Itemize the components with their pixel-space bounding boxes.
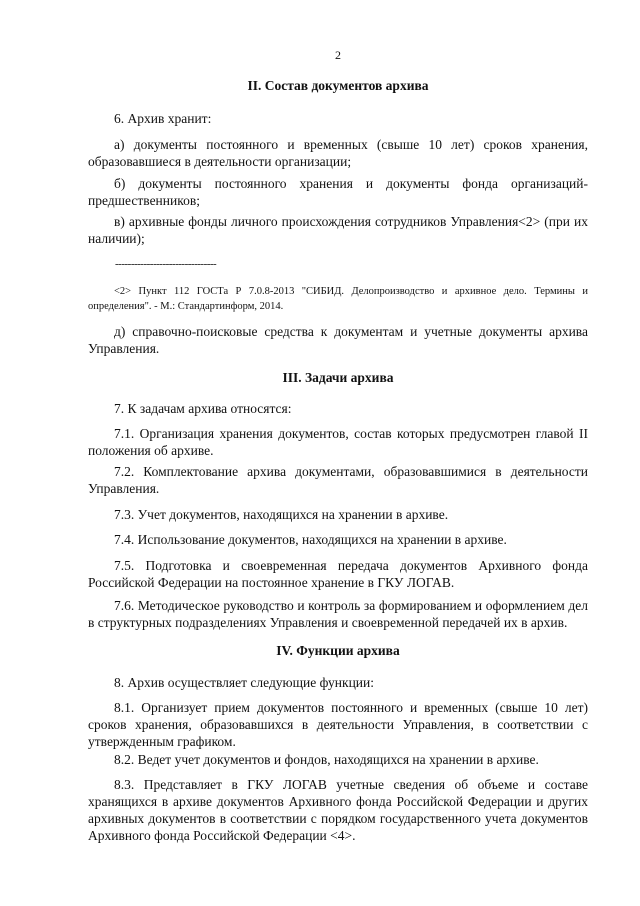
paragraph-6b: б) документы постоянного хранения и документы фонда организаций-предшественников; [88,176,588,208]
section-4-heading: IV. Функции архива [276,643,400,658]
section-2-heading: II. Состав документов архива [247,78,429,93]
section-3-heading: III. Задачи архива [282,370,394,385]
paragraph-7-5: 7.5. Подготовка и своевременная передача документов Архивного фонда Российской Федерации на постоянное хранение в ГКУ ЛОГАВ. [88,558,588,590]
paragraph-7-2: 7.2. Комплектование архива документами, образовавшимися в деятельности Управления. [88,464,588,496]
paragraph-8-1: 8.1. Организует прием документов постоянного и временных (свыше 10 лет) сроков хранения, образовавшихся в деятельности Управления, в соответствии с утвержденным графиком. [88,700,588,749]
footnote-separator: -------------------------------- [115,258,217,270]
paragraph-7-4: 7.4. Использование документов, находящихся на хранении в архиве. [114,532,507,547]
paragraph-8-2: 8.2. Ведет учет документов и фондов, находящихся на хранении в архиве. [114,752,539,767]
paragraph-8: 8. Архив осуществляет следующие функции: [114,675,375,690]
paragraph-6v: в) архивные фонды личного происхождения сотрудников Управления<2> (при их наличии); [88,214,588,246]
paragraph-6d: д) справочно-поисковые средства к документам и учетные документы архива Управления. [88,324,588,356]
paragraph-7-3: 7.3. Учет документов, находящихся на хранении в архиве. [114,507,449,522]
paragraph-7: 7. К задачам архива относятся: [114,401,292,416]
paragraph-8-3: 8.3. Представляет в ГКУ ЛОГАВ учетные сведения об объеме и составе хранящихся в архиве документов Архивного фонда Российской Федерации и других архивных документов в соответствии с порядком государственного учета документов Архивного фонда Российской Федерации <4>. [88,777,588,843]
paragraph-6a: а) документы постоянного и временных (свыше 10 лет) сроков хранения, образовавшиеся в деятельности организации; [88,137,588,169]
paragraph-7-1: 7.1. Организация хранения документов, состав которых предусмотрен главой II положения об архиве. [88,426,588,458]
paragraph-6: 6. Архив хранит: [114,111,212,126]
footnote-2: <2> Пункт 112 ГОСТа Р 7.0.8-2013 "СИБИД. Делопроизводство и архивное дело. Термины и определения". - М.: Стандартинформ, 2014. [88,286,588,312]
page-number: 2 [335,48,341,62]
paragraph-7-6: 7.6. Методическое руководство и контроль за формированием и оформлением дел в структурных подразделениях Управления и своевременной передачей их в архив. [88,598,588,630]
